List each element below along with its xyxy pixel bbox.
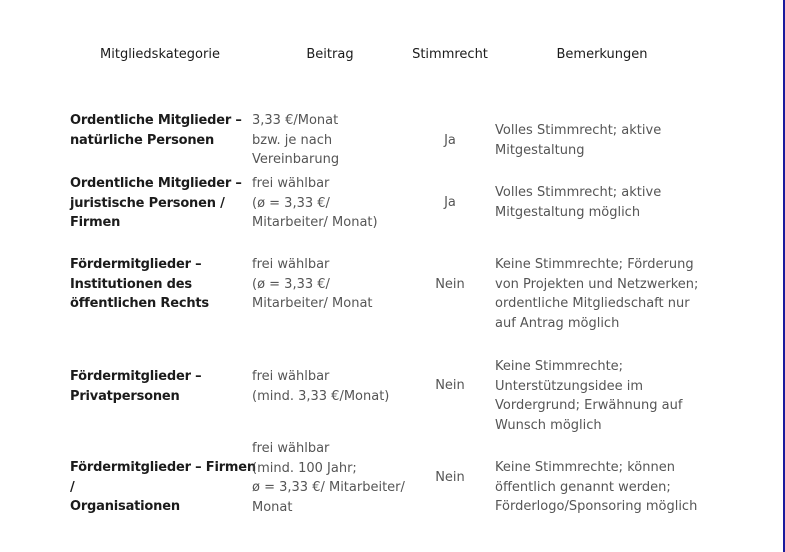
row-2-notes-line: Volles Stimmrecht; aktive bbox=[495, 185, 662, 200]
row-3-category-line: Institutionen des bbox=[70, 276, 192, 292]
row-5-fee-line: Monat bbox=[252, 499, 293, 515]
row-3-category-line: Fördermitglieder – bbox=[70, 257, 202, 272]
row-4-category-line: Privatpersonen bbox=[70, 388, 180, 404]
header-fee: Beitrag bbox=[306, 47, 354, 62]
row-1-fee-line: bzw. je nach bbox=[252, 132, 333, 148]
row-5-notes bbox=[495, 458, 725, 517]
row-3-fee-line: Mitarbeiter/ Monat bbox=[252, 296, 373, 311]
row-3-fee-line: (ø = 3,33 €/ bbox=[252, 276, 330, 292]
row-5-fee-line: ø = 3,33 €/ Mitarbeiter/ bbox=[252, 480, 405, 495]
row-5-fee bbox=[252, 439, 412, 517]
header-vote: Stimmrecht bbox=[412, 47, 488, 62]
row-5-category-line: Organisationen bbox=[70, 499, 180, 514]
row-5-notes-line: Förderlogo/Sponsoring möglich bbox=[495, 499, 698, 514]
row-5-fee-line: frei wählbar bbox=[252, 441, 330, 456]
row-2-category-line: Firmen bbox=[70, 215, 121, 230]
row-5-notes-line: öffentlich genannt werden; bbox=[495, 479, 671, 495]
row-2-fee-line: (ø = 3,33 €/ bbox=[252, 195, 330, 211]
row-1-category-line: natürliche Personen bbox=[70, 132, 215, 148]
row-3-notes-line: auf Antrag möglich bbox=[495, 315, 620, 331]
row-1-fee bbox=[252, 111, 412, 170]
row-2-fee bbox=[252, 174, 412, 233]
row-4-notes bbox=[495, 357, 725, 435]
row-2-category-line: Ordentliche Mitglieder – bbox=[70, 176, 242, 191]
row-1-notes bbox=[495, 121, 725, 160]
row-3-notes-line: Keine Stimmrechte; Förderung bbox=[495, 257, 694, 272]
row-4-notes-line: Vordergrund; Erwähnung auf bbox=[495, 398, 683, 413]
row-1-category bbox=[70, 111, 260, 150]
header-category: Mitgliedskategorie bbox=[100, 47, 220, 62]
row-3-category bbox=[70, 255, 260, 314]
row-4-notes-line: Keine Stimmrechte; bbox=[495, 359, 624, 374]
row-3-category-line: öffentlichen Rechts bbox=[70, 296, 209, 311]
row-5-vote: Nein bbox=[435, 470, 465, 485]
row-2-vote: Ja bbox=[444, 195, 456, 210]
row-5-category-line: Fördermitglieder – Firmen / bbox=[70, 460, 256, 495]
row-1-fee-line: Vereinbarung bbox=[252, 152, 340, 167]
row-2-category bbox=[70, 174, 260, 233]
row-1-notes-line: Volles Stimmrecht; aktive bbox=[495, 123, 662, 138]
row-4-notes-line: Unterstützungsidee im bbox=[495, 378, 643, 394]
row-4-notes-line: Wunsch möglich bbox=[495, 417, 602, 433]
row-3-notes bbox=[495, 255, 725, 333]
row-4-category-line: Fördermitglieder – bbox=[70, 369, 202, 384]
row-1-vote: Ja bbox=[444, 133, 456, 148]
row-2-fee-line: frei wählbar bbox=[252, 176, 330, 191]
row-2-notes bbox=[495, 183, 725, 222]
row-4-category bbox=[70, 367, 260, 406]
row-2-fee-line: Mitarbeiter/ Monat) bbox=[252, 215, 378, 230]
row-4-fee bbox=[252, 367, 412, 406]
row-2-category-line: juristische Personen / bbox=[70, 195, 225, 211]
row-5-fee-line: (mind. 100 Jahr; bbox=[252, 460, 357, 476]
row-4-fee-line: frei wählbar bbox=[252, 369, 330, 384]
row-1-fee-line: 3,33 €/Monat bbox=[252, 113, 339, 128]
row-3-notes-line: ordentliche Mitgliedschaft nur bbox=[495, 296, 690, 311]
row-4-vote: Nein bbox=[435, 378, 465, 393]
row-5-category bbox=[70, 458, 260, 517]
row-1-notes-line: Mitgestaltung bbox=[495, 142, 585, 158]
row-3-fee-line: frei wählbar bbox=[252, 257, 330, 272]
row-1-category-line: Ordentliche Mitglieder – bbox=[70, 113, 242, 128]
row-4-fee-line: (mind. 3,33 €/Monat) bbox=[252, 388, 390, 404]
row-5-notes-line: Keine Stimmrechte; können bbox=[495, 460, 675, 475]
row-2-notes-line: Mitgestaltung möglich bbox=[495, 204, 641, 220]
header-notes: Bemerkungen bbox=[556, 47, 648, 62]
row-3-fee bbox=[252, 255, 412, 314]
row-3-notes-line: von Projekten und Netzwerken; bbox=[495, 276, 699, 292]
row-3-vote: Nein bbox=[435, 277, 465, 292]
